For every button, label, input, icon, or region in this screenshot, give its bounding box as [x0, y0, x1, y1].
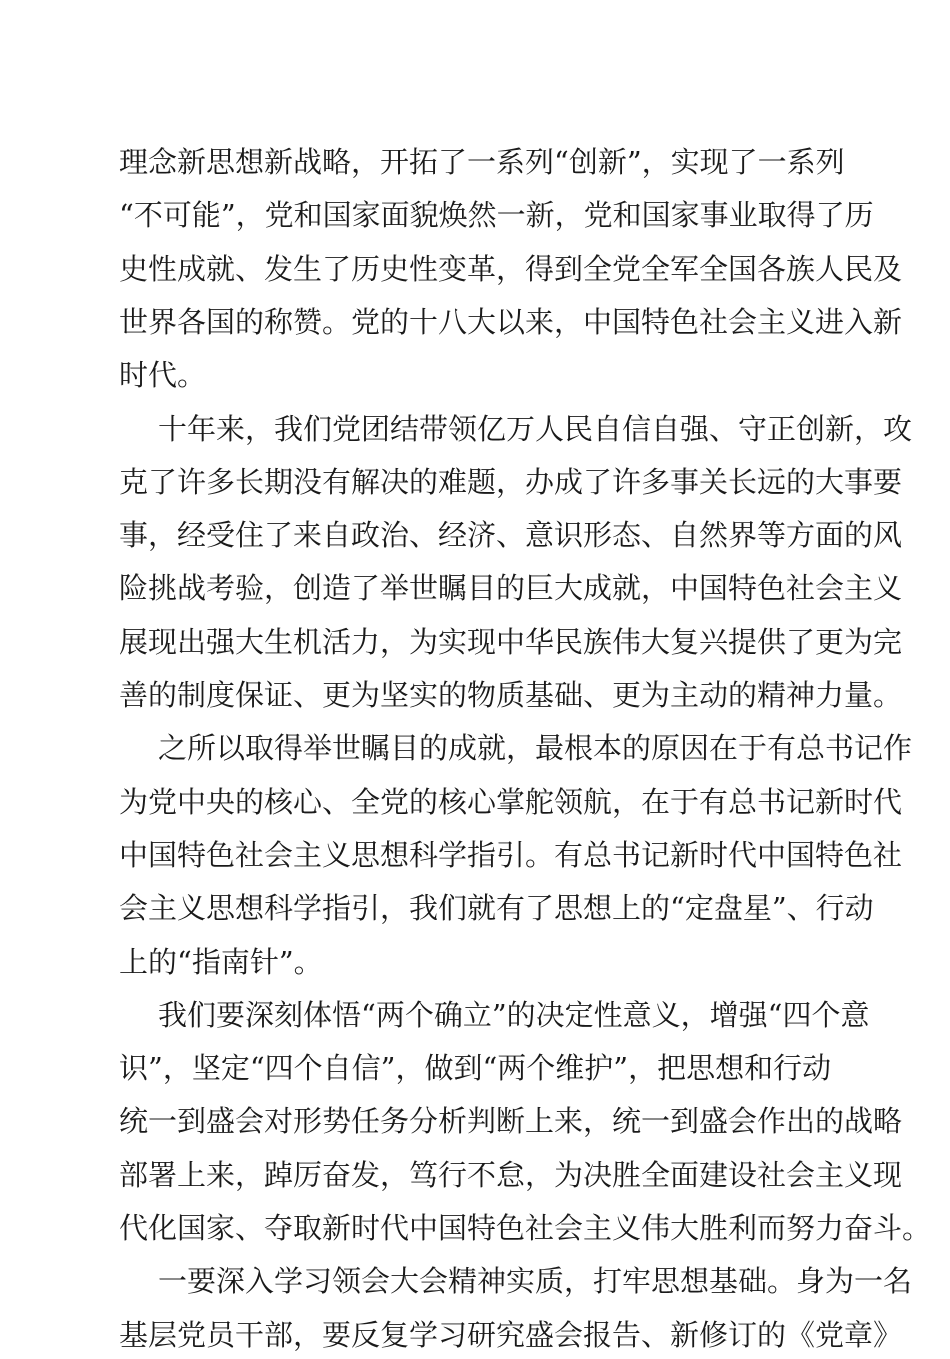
paragraph-first-line: 一要深入学习领会大会精神实质，打牢思想基础。身为一名 — [158, 1264, 913, 1298]
text-line: “不可能”，党和国家面貌焕然一新，党和国家事业取得了历 — [119, 198, 874, 232]
text-line: 史性成就、发生了历史性变革，得到全党全军全国各族人民及 — [119, 252, 903, 286]
text-line: 代化国家、夺取新时代中国特色社会主义伟大胜利而努力奋斗。 — [119, 1211, 932, 1245]
text-line: 基层党员干部，要反复学习研究盛会报告、新修订的《党章》 — [119, 1318, 903, 1352]
text-line: 世界各国的称赞。党的十八大以来，中国特色社会主义进入新 — [119, 305, 903, 339]
paragraph-first-line: 我们要深刻体悟“两个确立”的决定性意义，增强“四个意 — [158, 998, 870, 1032]
text-line: 事，经受住了来自政治、经济、意识形态、自然界等方面的风 — [119, 518, 903, 552]
text-line: 险挑战考验，创造了举世瞩目的巨大成就，中国特色社会主义 — [119, 571, 903, 605]
text-line: 展现出强大生机活力，为实现中华民族伟大复兴提供了更为完 — [119, 625, 903, 659]
text-line: 识”，坚定“四个自信”，做到“两个维护”，把思想和行动 — [119, 1051, 832, 1085]
text-line: 会主义思想科学指引，我们就有了思想上的“定盘星”、行动 — [119, 891, 874, 925]
text-line: 克了许多长期没有解决的难题，办成了许多事关长远的大事要 — [119, 465, 903, 499]
text-line: 善的制度保证、更为坚实的物质基础、更为主动的精神力量。 — [119, 678, 903, 712]
text-line: 为党中央的核心、全党的核心掌舵领航，在于有总书记新时代 — [119, 785, 903, 819]
text-line: 上的“指南针”。 — [119, 945, 323, 979]
paragraph-first-line: 之所以取得举世瞩目的成就，最根本的原因在于有总书记作 — [158, 731, 913, 765]
text-line: 时代。 — [119, 358, 207, 392]
text-line: 统一到盛会对形势任务分析判断上来，统一到盛会作出的战略 — [119, 1104, 903, 1138]
paragraph-first-line: 十年来，我们党团结带领亿万人民自信自强、守正创新，攻 — [158, 412, 913, 446]
text-line: 理念新思想新战略，开拓了一系列“创新”，实现了一系列 — [119, 145, 845, 179]
text-line: 部署上来，踔厉奋发，笃行不怠，为决胜全面建设社会主义现 — [119, 1158, 903, 1192]
text-line: 中国特色社会主义思想科学指引。有总书记新时代中国特色社 — [119, 838, 903, 872]
